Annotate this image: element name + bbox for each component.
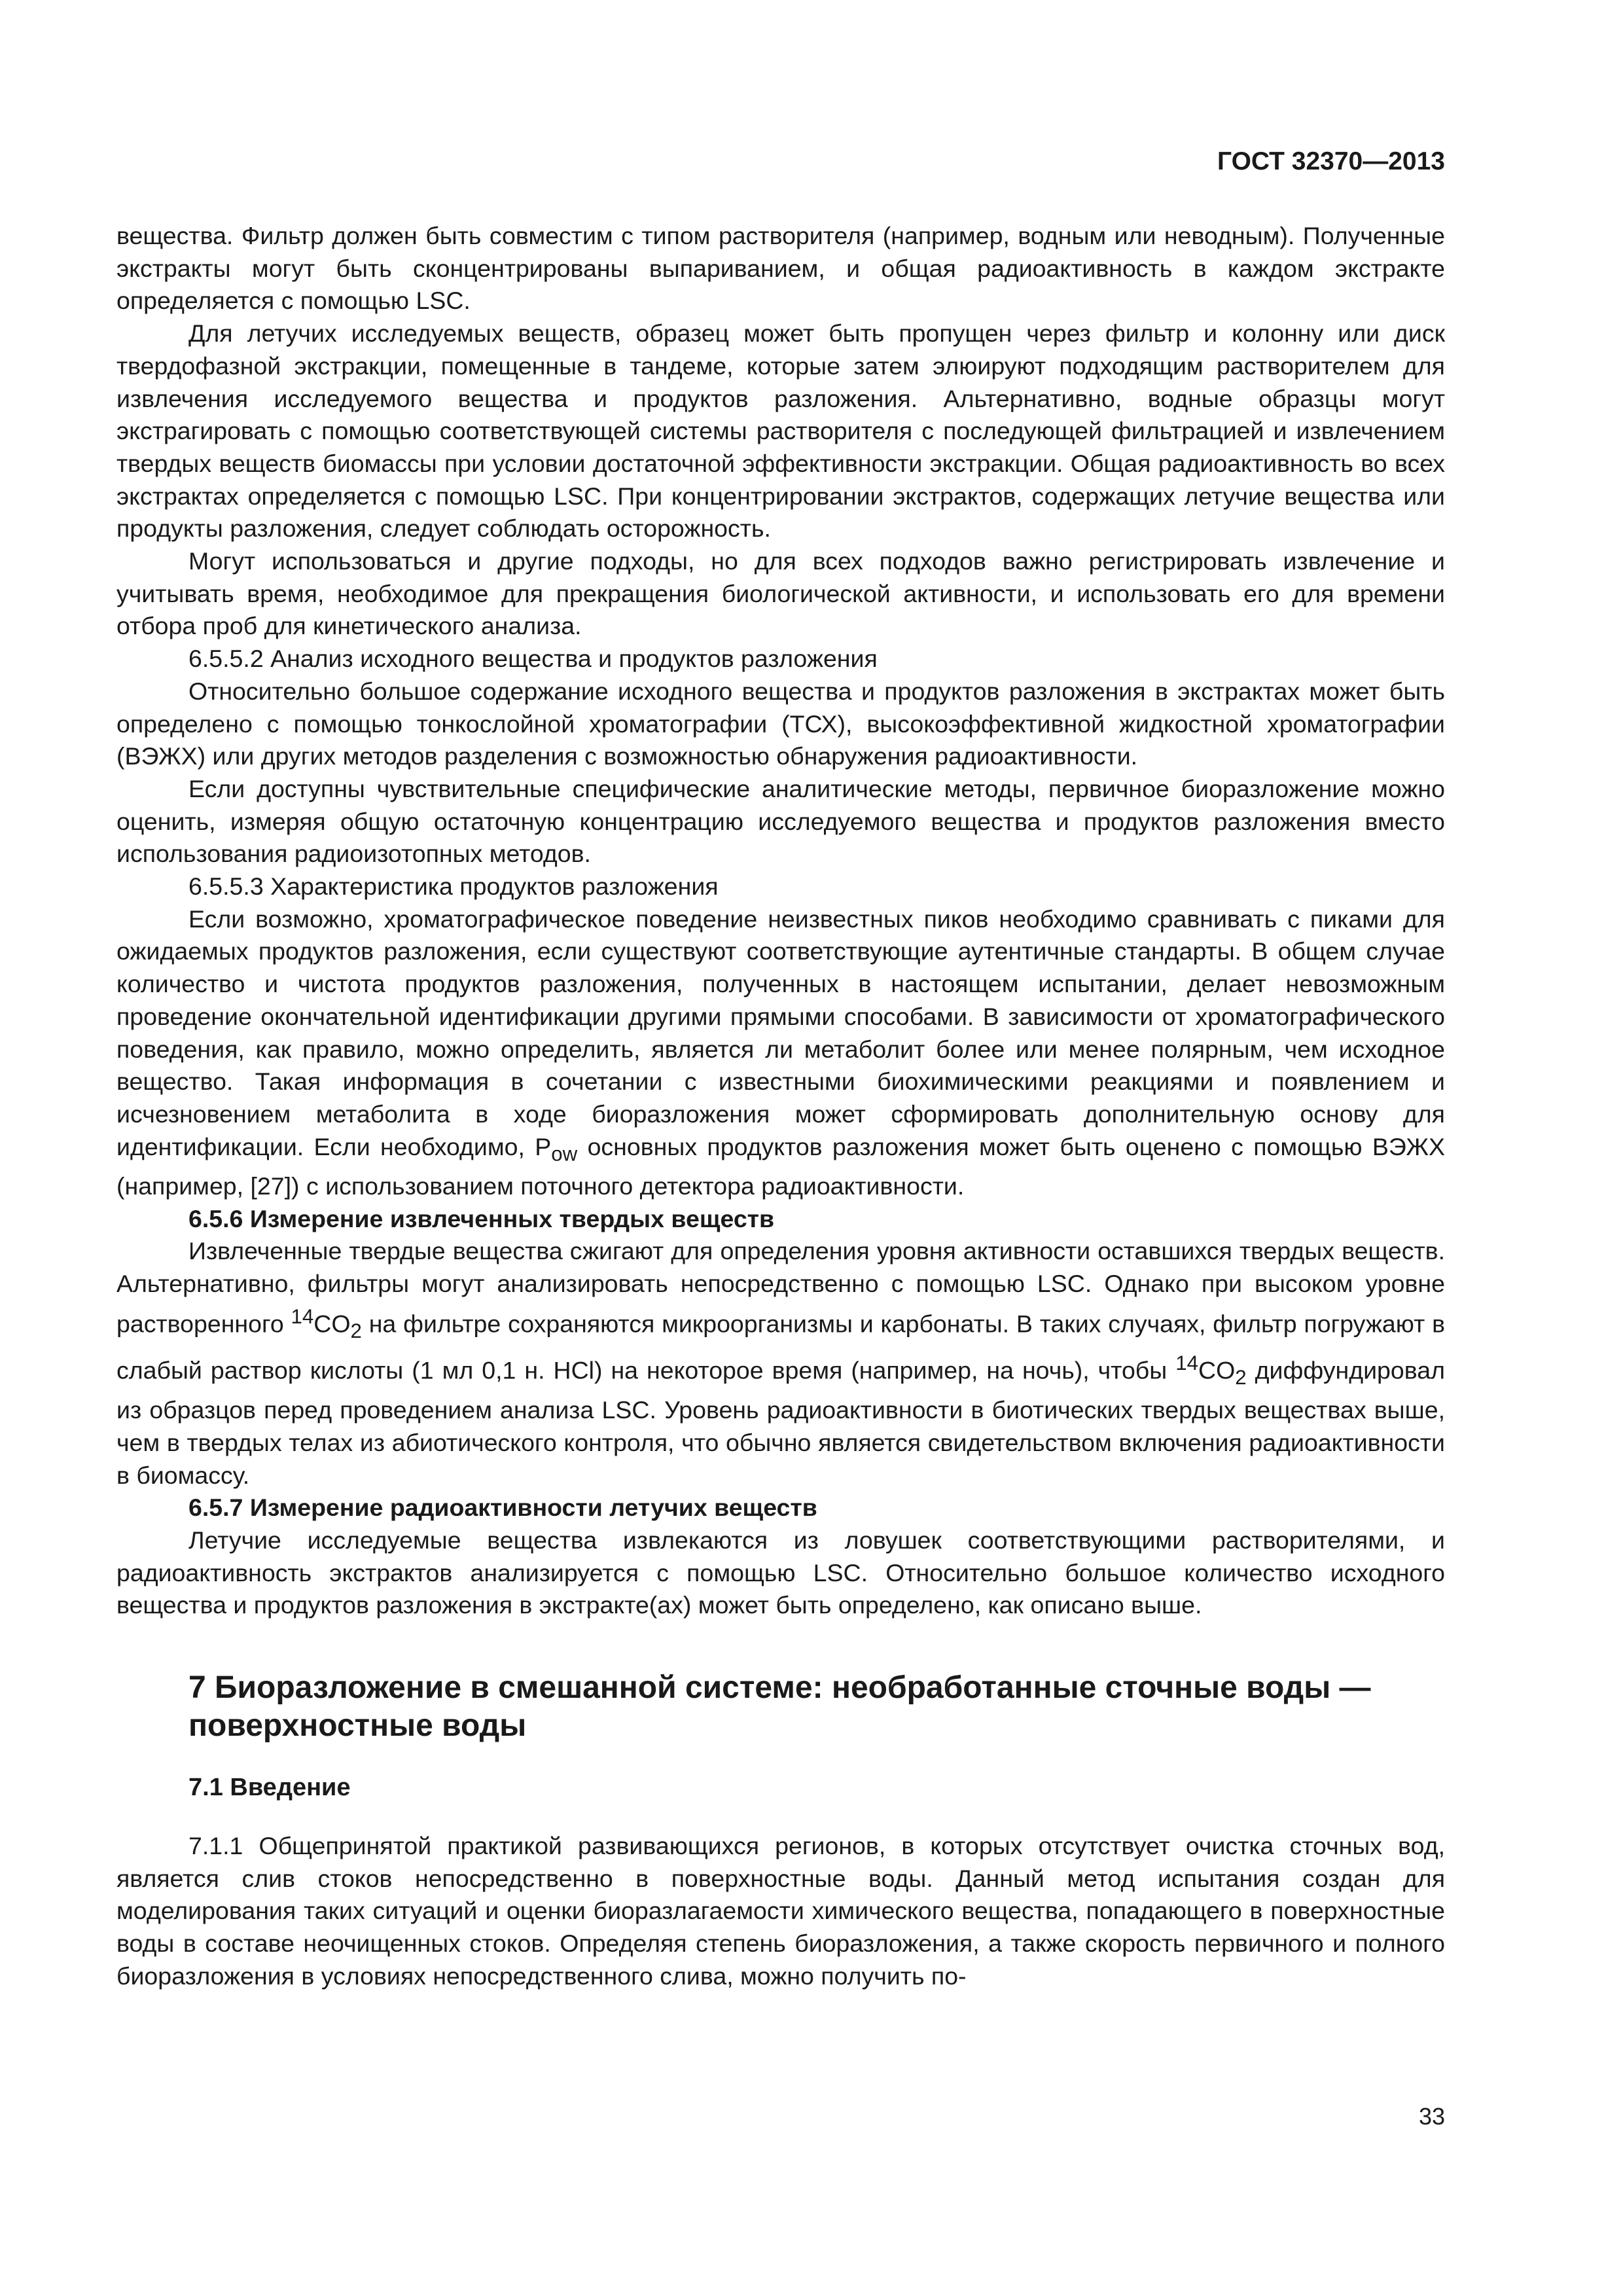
paragraph: 7.1.1 Общепринятой практикой развивающихся регионов, в которых отсутствует очистка сточных вод, является слив стоков непосредственно в поверхностные воды. Данный метод испытания создан для моделирования таких ситуаций и оценки биоразлагаемости химического вещества, попадающего в поверхностные воды в составе неочищенных стоков. Определяя степень биоразложения, а также скорость первичного и полного биоразложения в условиях непосредственного слива, можно получить по- <box>116 1832 1445 1990</box>
superscript: 14 <box>291 1304 314 1328</box>
paragraph <box>116 1235 1445 1492</box>
paragraph: Летучие исследуемые вещества извлекаются из ловушек соответствующими растворителями, и радиоактивность экстрактов анализируется с помощью LSC. Относительно большое количество исходного вещества и продуктов разложения в экстракте(ах) может быть определено, как описано выше. <box>116 1526 1445 1619</box>
paragraph: Относительно большое содержание исходного вещества и продуктов разложения в экстрактах может быть определено с помощью тонкослойной хроматографии (ТСХ), высокоэффективной жидкостной хроматографии (ВЭЖХ) или других методов разделения с возможностью обнаружения радиоактивности. <box>116 677 1445 770</box>
text-run: CO <box>1198 1356 1236 1384</box>
subscript: ow <box>551 1142 578 1166</box>
subsection-heading-6-5-5-3: 6.5.5.3 Характеристика продуктов разложения <box>188 872 719 901</box>
subscript: 2 <box>1235 1366 1247 1390</box>
subscript: 2 <box>350 1319 362 1342</box>
paragraph: вещества. Фильтр должен быть совместим с типом растворителя (например, водным или неводным). Полученные экстракты могут быть сконцентрированы выпариванием, и общая радиоактивность в каждом экстракте определяется с помощью LSC. <box>116 222 1445 315</box>
document-code-header: ГОСТ 32370—2013 <box>1217 147 1445 175</box>
subsection-heading-6-5-5-2: 6.5.5.2 Анализ исходного вещества и продуктов разложения <box>188 645 878 673</box>
text-run: диффундировал из образцов перед проведением анализа LSC. Уровень радиоактивности в биотических твердых веществах выше, чем в твердых телах из абиотического контроля, что обычно является свидетельством включения радиоактивности в биомассу. <box>116 1356 1445 1489</box>
paragraph: Для летучих исследуемых веществ, образец может быть пропущен через фильтр и колонну или диск твердофазной экстракции, помещенные в тандеме, которые затем элюируют подходящим растворителем для извлечения исследуемого вещества и продуктов разложения. Альтернативно, водные образцы могут экстрагировать с помощью соответствующей системы растворителя с последующей фильтрацией и извлечением твердых веществ биомассы при условии достаточной эффективности экстракции. Общая радиоактивность во всех экстрактах определяется с помощью LSC. При концентрировании экстрактов, содержащих летучие вещества или продукты разложения, следует соблюдать осторожность. <box>116 319 1445 543</box>
section-heading-7-1: 7.1 Введение <box>188 1774 351 1802</box>
paragraph: Если доступны чувствительные специфические аналитические методы, первичное биоразложение можно оценить, измеряя общую остаточную концентрацию исследуемого вещества и продуктов разложения вместо использования радиоизотопных методов. <box>116 774 1445 868</box>
body-text <box>116 220 1445 1993</box>
paragraph: Могут использоваться и другие подходы, но для всех подходов важно регистрировать извлечение и учитывать время, необходимое для прекращения биологической активности, и использовать его для времени отбора проб для кинетического анализа. <box>116 547 1445 640</box>
page-number: 33 <box>1418 2103 1445 2130</box>
text-run: CO <box>313 1310 351 1338</box>
text-run: Извлеченные твердые вещества сжигают для определения уровня активности оставшихся твердых веществ. Альтернативно, фильтры могут анализировать непосредственно с помощью LSC. Однако при высоком уровне растворенного <box>116 1237 1445 1338</box>
subsection-heading-6-5-7: 6.5.7 Измерение радиоактивности летучих веществ <box>188 1494 817 1522</box>
text-run: Если возможно, хроматографическое поведение неизвестных пиков необходимо сравнивать с пиками для ожидаемых продуктов разложения, если существуют соответствующие аутентичные стандарты. В общем случае количество и чистота продуктов разложения, полученных в настоящем испытании, делает невозможным проведение окончательной идентификации другими прямыми способами. В зависимости от хроматографического поведения, как правило, можно определить, является ли метаболит более или менее полярным, чем исходное вещество. Такая информация в сочетании с известными биохимическими реакциями и появлением и исчезновением метаболита в ходе биоразложения может сформировать дополнительную основу для идентификации. Если необходимо, P <box>116 905 1445 1160</box>
section-heading-7: 7 Биоразложение в смешанной системе: необработанные сточные воды — поверхностные воды <box>188 1670 1371 1744</box>
subsection-heading-6-5-6: 6.5.6 Измерение извлеченных твердых веществ <box>188 1204 775 1232</box>
text-run: основных продуктов разложения может быть оценено с помощью ВЭЖХ (например, [27]) с использованием поточного детектора радиоактивности. <box>116 1132 1445 1200</box>
superscript: 14 <box>1175 1352 1198 1375</box>
paragraph <box>116 903 1445 1203</box>
text-run: на фильтре сохраняются микроорганизмы и карбонаты. В таких случаях, фильтр погружают в слабый раствор кислоты (1 мл 0,1 н. HCl) на некоторое время (например, на ночь), чтобы <box>116 1310 1445 1384</box>
